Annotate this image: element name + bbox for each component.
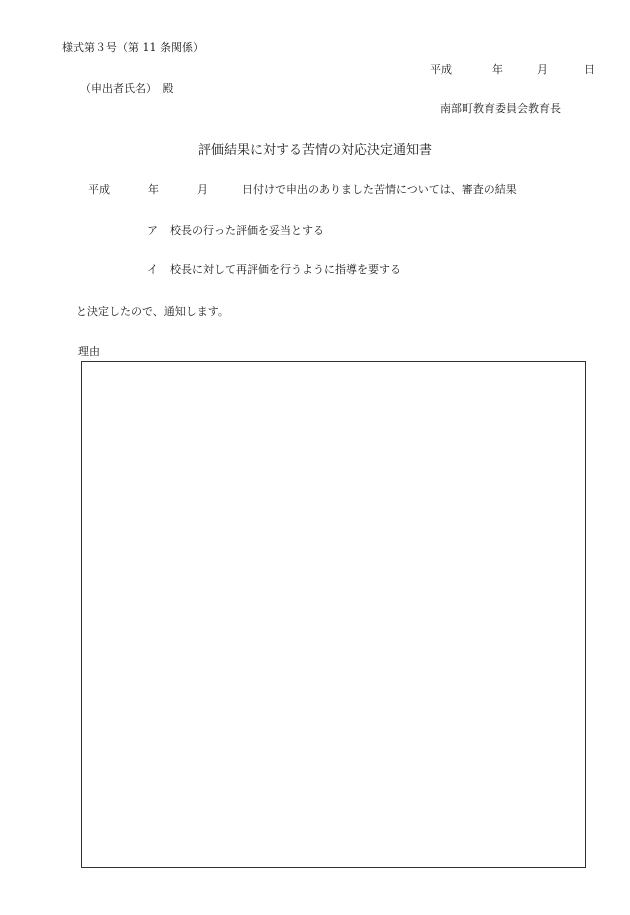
option-a [147, 225, 324, 236]
conclusion: と決定したので、通知します。 [76, 305, 229, 318]
page-title: 評価結果に対する苦情の対応決定通知書 [197, 143, 432, 158]
date-era: 平成 [430, 63, 452, 76]
option-b-text: 校長に対して再評価を行うように指導を要する [170, 263, 401, 276]
reason-box[interactable] [81, 361, 586, 868]
date-day: 日 [584, 63, 595, 76]
option-b [147, 264, 401, 275]
option-b-mark: イ [147, 263, 158, 276]
applicant-name: （申出者氏名） 殿 [80, 82, 174, 95]
date-year: 年 [492, 63, 503, 76]
option-a-mark: ア [147, 224, 158, 237]
issue-date [430, 64, 595, 75]
body-paragraph [88, 184, 517, 195]
body-date-year: 年 [148, 183, 159, 196]
issuer: 南部町教育委員会教育長 [440, 102, 561, 115]
body-intro: 日付けで申出のありました苦情については、審査の結果 [242, 183, 517, 196]
body-date-month: 月 [197, 183, 208, 196]
body-date-era: 平成 [88, 183, 110, 196]
reason-label: 理由 [78, 345, 100, 358]
date-month: 月 [537, 63, 548, 76]
form-number: 様式第３号（第 11 条関係） [62, 41, 204, 54]
option-a-text: 校長の行った評価を妥当とする [170, 224, 324, 237]
